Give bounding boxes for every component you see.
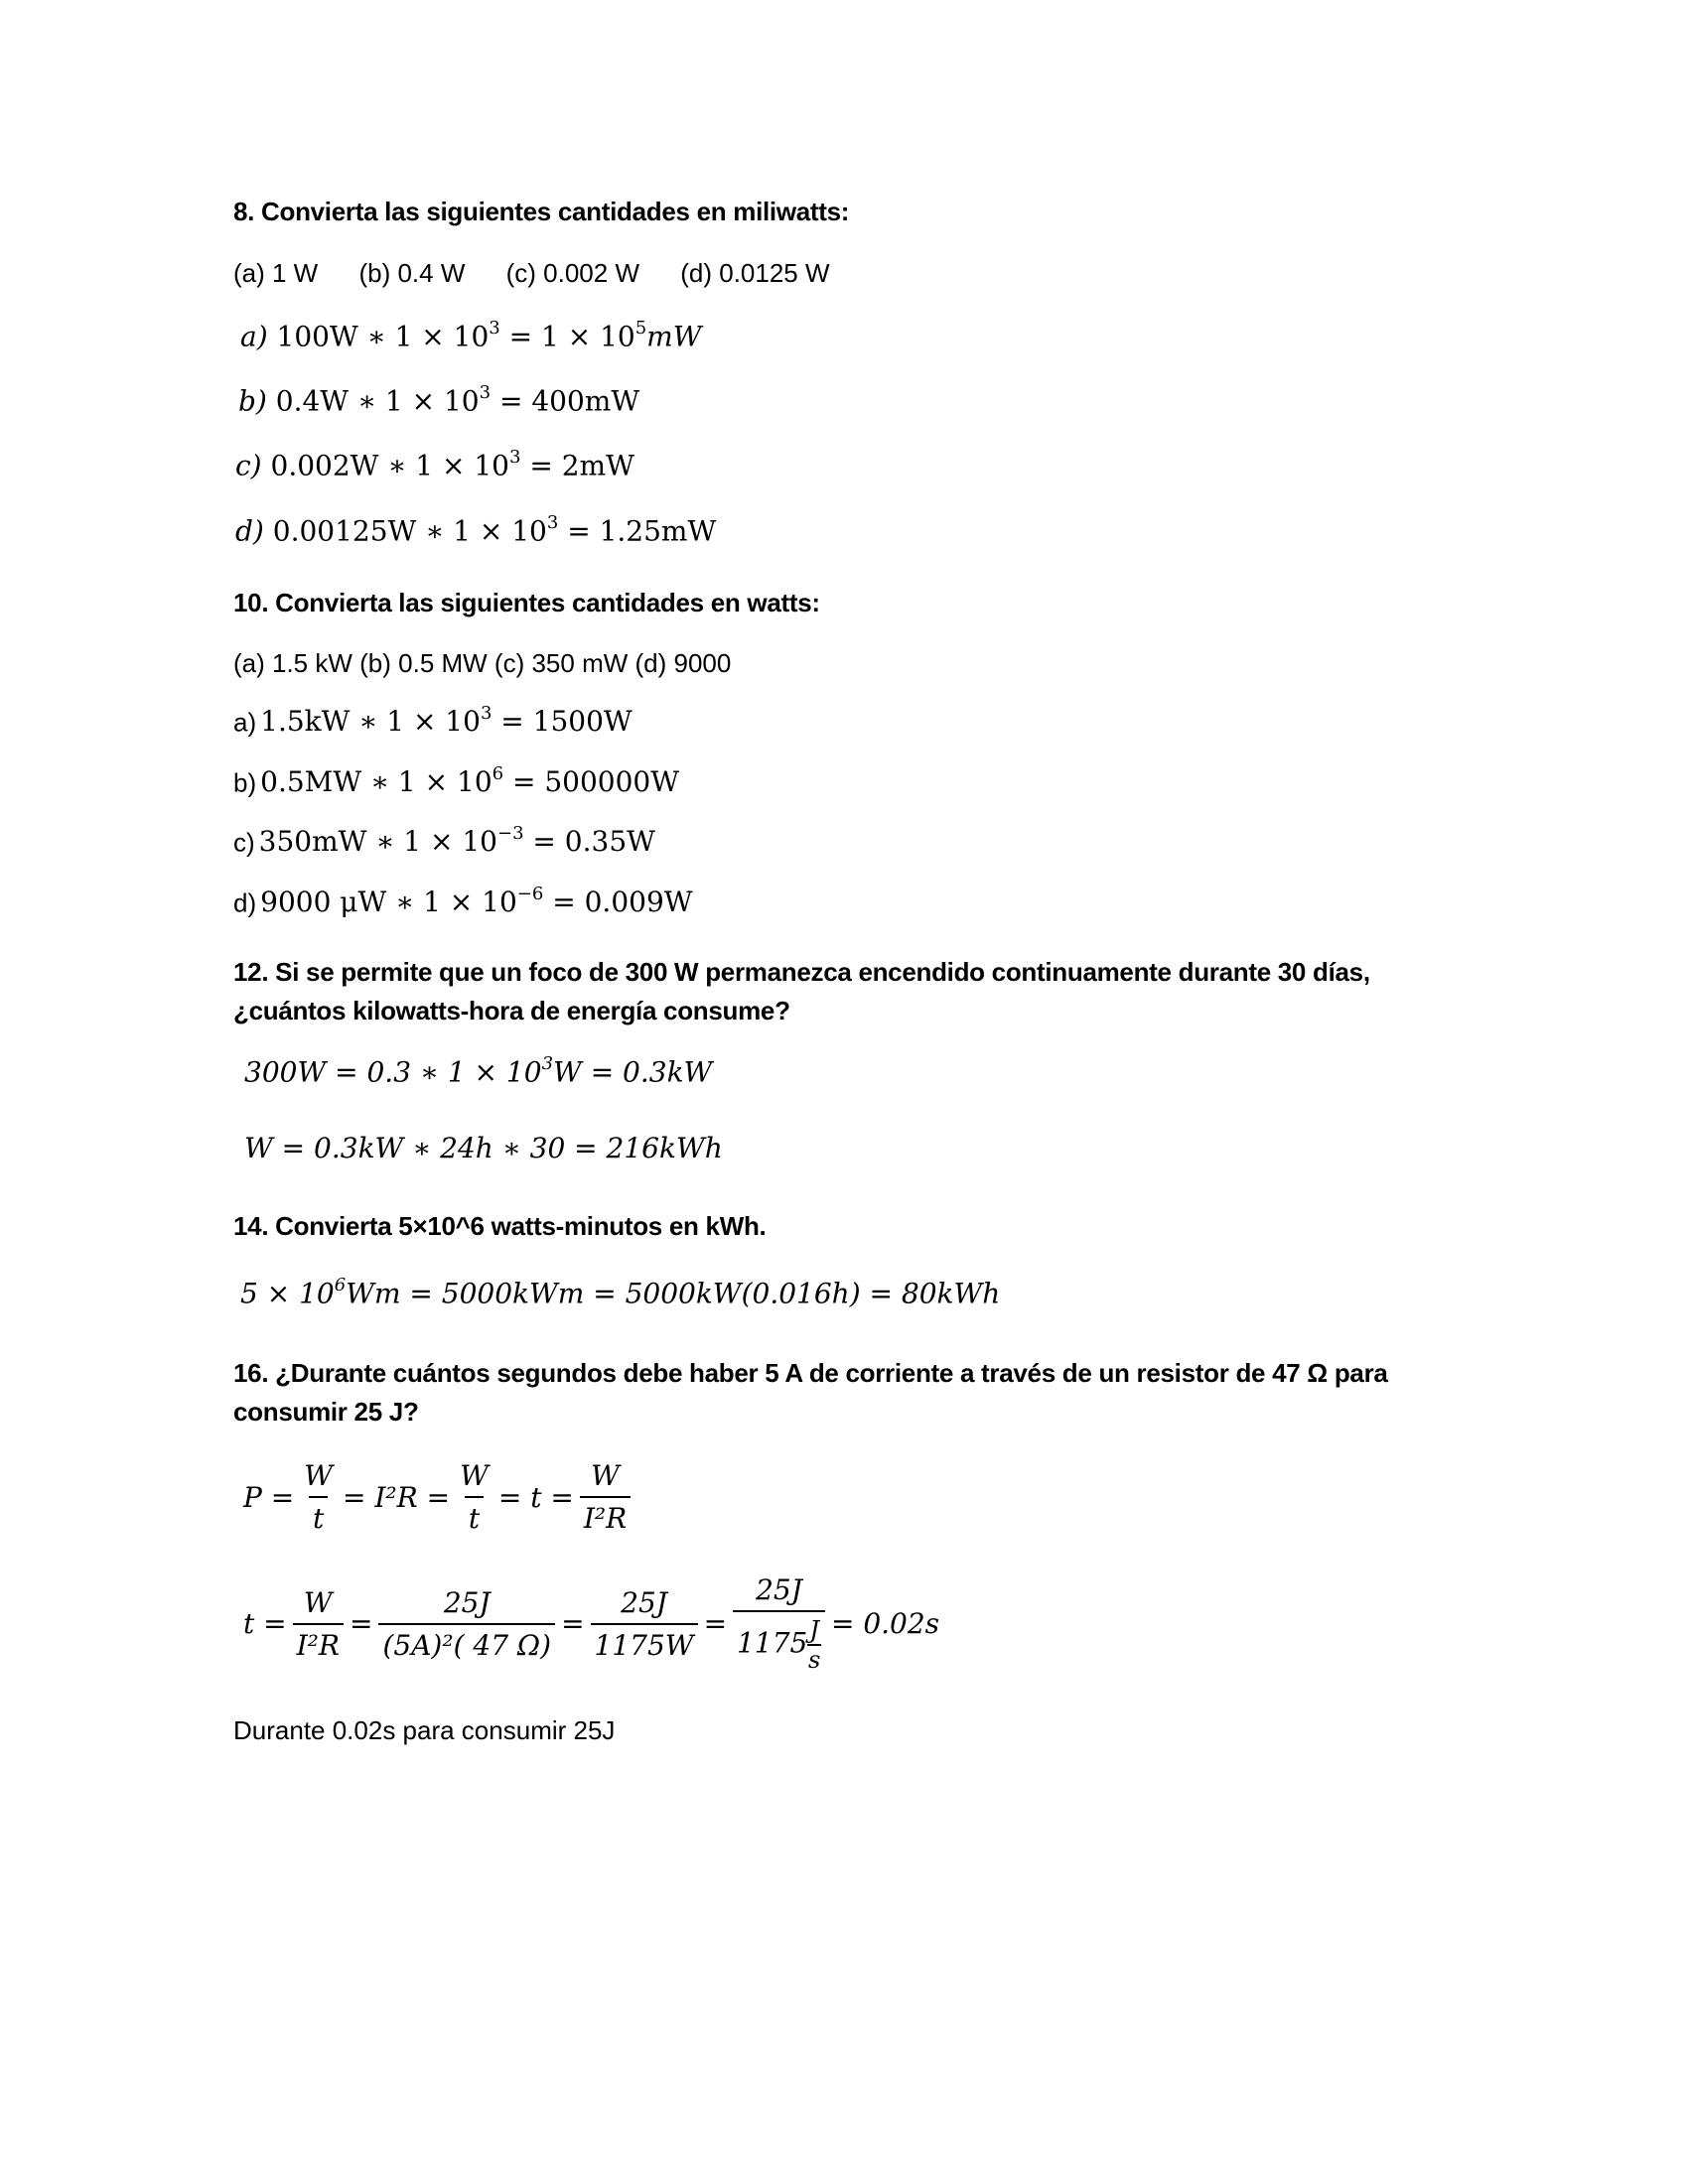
- problem-10-solution-c: c) 350mW ∗ $1 \times 10^{-3} = 0.35W$: [233, 823, 655, 859]
- problem-12-heading-line2: ¿cuántos kilowatts-hora de energía consume?: [233, 996, 790, 1025]
- given-c: (c) 0.002 W: [505, 258, 639, 288]
- given-a: (a) 1 W: [233, 258, 319, 288]
- problem-8-solution-d: d) 0.00125W ∗ $1 \times 10^3 = 1.25mW$: [235, 512, 717, 548]
- fraction: $\frac{W}{t}$: [304, 1459, 333, 1535]
- problem-8-solution-a: a) 100W ∗ $1 \times 10^3 = 1 \times 10^5mW$: [240, 318, 702, 353]
- problem-12-equation-2: W = 0.3kW ∗ 24h ∗ 30 = 216kWh: [244, 1132, 723, 1164]
- fraction: 25J 1175 $\frac{J}{s}$: [733, 1573, 825, 1674]
- fraction: $\frac{J}{s}$: [807, 1616, 821, 1674]
- problem-8-solution-b: b) 0.4W ∗ $1 \times 10^3 = 400mW$: [238, 382, 640, 418]
- problem-16-equation-1: P = $\frac{W}{t}$ = I²R = $\frac{W}{t}$ = t = $\frac{W}{\text{I²R}}$: [243, 1459, 636, 1535]
- given-d: (d) 0.0125 W: [680, 258, 830, 288]
- problem-10-solution-b: b) 0.5MW ∗ $1 \times 10^6 = 500000W$: [233, 763, 680, 799]
- fraction: $\frac{W}{t}$: [460, 1459, 489, 1535]
- problem-10-heading: 10. Convierta las siguientes cantidades en watts:: [233, 588, 820, 617]
- given-b: (b) 0.4 W: [358, 258, 466, 288]
- problem-10-givens: (a) 1.5 kW (b) 0.5 MW (c) 350 mW (d) 9000: [233, 648, 732, 678]
- fraction: $\frac{W}{\text{I²R}}$: [580, 1459, 631, 1535]
- problem-16-heading-line2: consumir 25 J?: [233, 1397, 419, 1427]
- problem-8-heading: 8. Convierta las siguientes cantidades en miliwatts:: [233, 197, 850, 226]
- problem-16-conclusion: Durante 0.02s para consumir 25J: [233, 1715, 616, 1745]
- problem-10-solution-a: a) 1.5kW ∗ $1 \times 10^3 = 1500W$: [233, 703, 633, 739]
- problem-12-heading-line1: 12. Si se permite que un foco de 300 W permanezca encendido continuamente durante 30 días,: [233, 957, 1370, 987]
- problem-12-equation-1: 300W = 0.3 ∗ $1 \times 10^3W = 0.3kW$: [244, 1053, 713, 1089]
- problem-14-heading: 14. Convierta 5×10^6 watts-minutos en kWh.: [233, 1211, 767, 1241]
- fraction: $\frac{25J}{\text{(5A)²( 47 Ω)}}$: [378, 1586, 555, 1662]
- fraction: $\frac{25J}{1175W}$: [591, 1586, 698, 1662]
- problem-16-equation-2: t = $\frac{W}{\text{I²R}}$ = $\frac{25J}{\text{(5A)²( 47 Ω)}}$ = $\frac{25J}{1175W}$ = 25J 1175 $\frac{J}{s}$ = 0.02s: [243, 1573, 940, 1674]
- fraction: $\frac{W}{\text{I²R}}$: [293, 1586, 344, 1662]
- problem-8-solution-c: c) 0.002W ∗ $1 \times 10^3 = 2mW$: [235, 447, 634, 482]
- problem-10-solution-d: d) 9000 μW ∗ $1 \times 10^{-6} = 0.009W$: [233, 884, 693, 919]
- problem-8-givens: [233, 258, 830, 289]
- problem-16-heading-line1: 16. ¿Durante cuántos segundos debe haber 5 A de corriente a través de un resistor de 47 Ω para: [233, 1358, 1388, 1388]
- problem-14-equation: $5 \times 10^6Wm = 5000kWm = 5000kW(0.016h) = 80kWh$: [240, 1275, 1001, 1310]
